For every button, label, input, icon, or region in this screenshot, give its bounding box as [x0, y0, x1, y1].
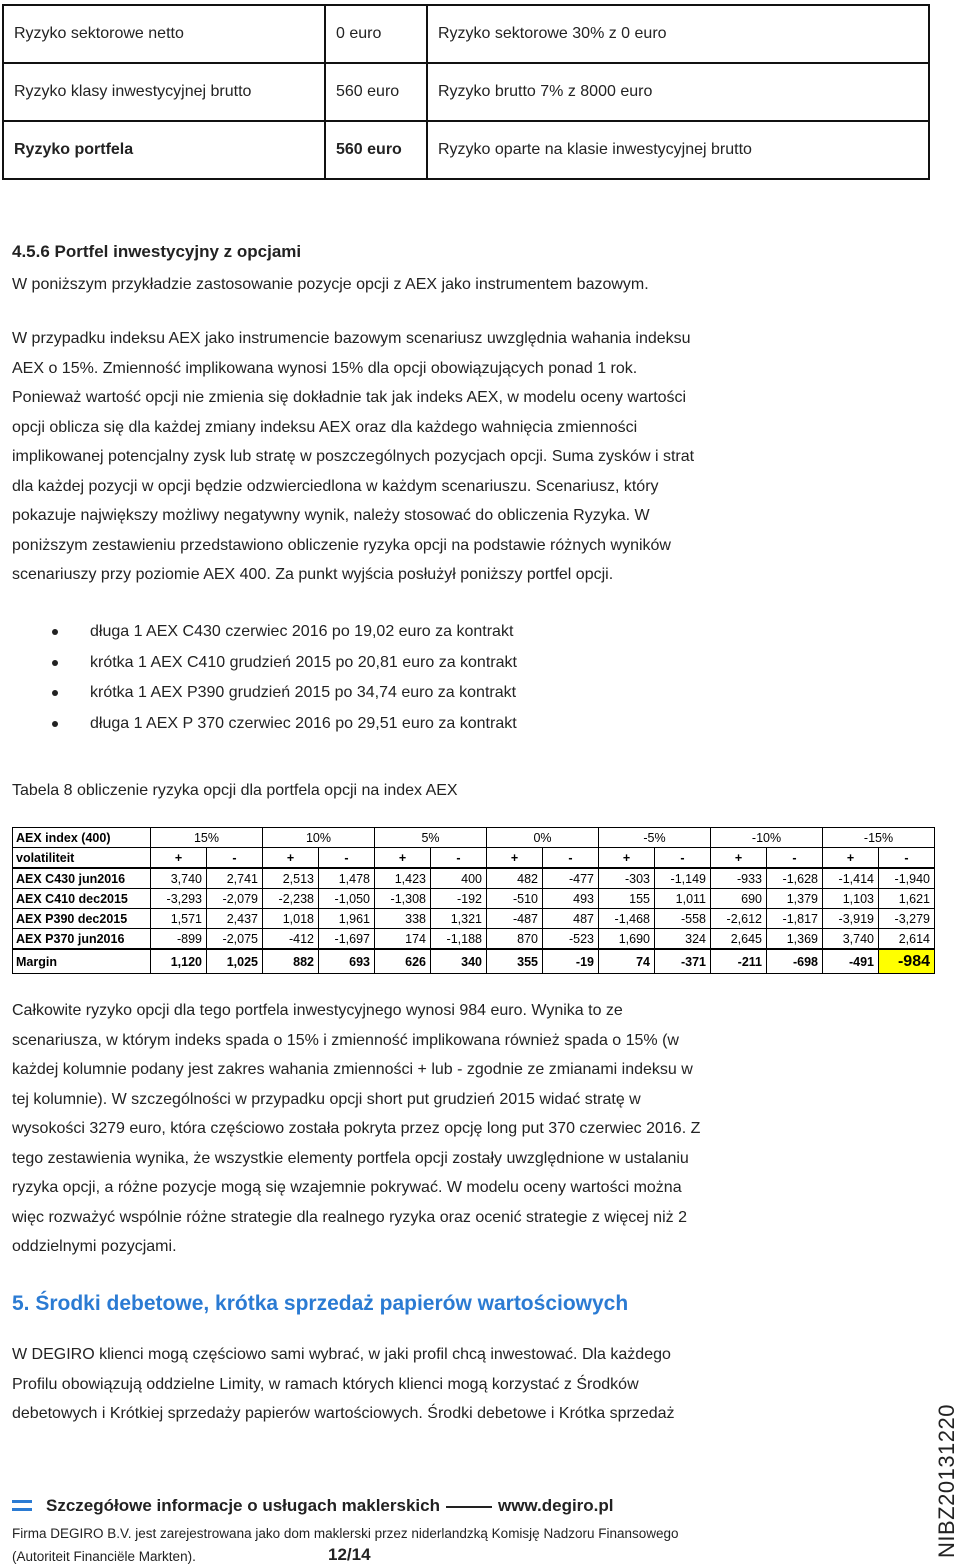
table-cell: -1,628 — [767, 868, 823, 889]
paragraph-line: AEX o 15%. Zmienność implikowana wynosi 15% dla opcji obowiązujących ponad 1 rok. — [12, 359, 638, 377]
footer-site: www.degiro.pl — [497, 1496, 614, 1515]
risk-summary-table — [2, 4, 930, 180]
table-cell: 338 — [375, 909, 431, 929]
footer-company-line: (Autoriteit Financiële Markten). — [12, 1549, 196, 1564]
footer-mark-icon — [12, 1508, 32, 1511]
table-cell: -1,468 — [599, 909, 655, 929]
paragraph-line: Profilu obowiązują oddzielne Limity, w ramach których klienci mogą korzystać z Środków — [12, 1375, 639, 1393]
margin-cell: 626 — [375, 949, 431, 974]
chapter-heading: 5. Środki debetowe, krótka sprzedaż papierów wartościowych — [12, 1292, 629, 1315]
scenario-header: -5% — [599, 828, 711, 848]
table-cell: 1,103 — [823, 889, 879, 909]
table-cell: -2,079 — [207, 889, 263, 909]
margin-label: Margin — [13, 949, 151, 974]
risk-row-total — [3, 121, 929, 179]
table-cell: -2,238 — [263, 889, 319, 909]
paragraph-line: W DEGIRO klienci mogą częściowo sami wybrać, w jaki profil chcą inwestować. Dla każdego — [12, 1346, 671, 1363]
table-row — [13, 889, 935, 909]
scenario-header: 0% — [487, 828, 599, 848]
scenario-header: 10% — [263, 828, 375, 848]
table-cell: -412 — [263, 929, 319, 950]
paragraph-line: ryzyka opcji, a różne pozycje mogą się wzajemnie pokrywać. W modelu oceny wartości można — [12, 1179, 682, 1196]
table-cell: -1,817 — [767, 909, 823, 929]
paragraph-line: scenariuszy przy poziomie AEX 400. Za punkt wyjścia posłużył poniższy portfel opcji. — [12, 566, 614, 583]
risk-amount: 560 euro — [325, 63, 427, 121]
footer-mark-icon — [12, 1500, 32, 1503]
paragraph-line: wysokości 3279 euro, która częściowo została pokryta przez opcję long put 370 czerwiec 2016. Z — [12, 1120, 701, 1137]
scenario-header: -10% — [711, 828, 823, 848]
table-cell: -1,940 — [879, 868, 935, 889]
section-intro: W poniższym przykładzie zastosowanie pozycje opcji z AEX jako instrumentem bazowym. — [12, 276, 649, 293]
vol-minus: - — [207, 848, 263, 869]
table-row — [13, 929, 935, 950]
portfolio-list — [52, 617, 517, 739]
table-cell: 1,621 — [879, 889, 935, 909]
margin-cell: 882 — [263, 949, 319, 974]
vol-plus: + — [263, 848, 319, 869]
table-cell: 487 — [543, 909, 599, 929]
table-cell: -1,697 — [319, 929, 375, 950]
table-cell: 482 — [487, 868, 543, 889]
list-item — [52, 709, 517, 740]
table-cell: -477 — [543, 868, 599, 889]
table-cell: 1,379 — [767, 889, 823, 909]
list-item — [52, 648, 517, 679]
table-cell: 1,011 — [655, 889, 711, 909]
paragraph-line: scenariusza, w którym indeks spada o 15% i zmienność implikowana również spada o 15% (w — [12, 1031, 679, 1049]
margin-cell: 340 — [431, 949, 487, 974]
footer-title-text: Szczegółowe informacje o usługach maklerskich — [46, 1496, 440, 1515]
margin-cell: 1,120 — [151, 949, 207, 974]
margin-cell: 693 — [319, 949, 375, 974]
table-cell: 400 — [431, 868, 487, 889]
vol-minus: - — [431, 848, 487, 869]
table-cell: -1,414 — [823, 868, 879, 889]
table-cell: 2,513 — [263, 868, 319, 889]
margin-cell: -211 — [711, 949, 767, 974]
paragraph-line: Całkowite ryzyko opcji dla tego portfela inwestycyjnego wynosi 984 euro. Wynika to ze — [12, 1002, 623, 1019]
margin-cell: -698 — [767, 949, 823, 974]
paragraph-line: tej kolumnie). W szczególności w przypadku opcji short put grudzień 2015 widać stratę w — [12, 1090, 641, 1108]
margin-cell: 355 — [487, 949, 543, 974]
table-cell: 1,369 — [767, 929, 823, 950]
paragraph-line: oddzielnymi pozycjami. — [12, 1238, 177, 1255]
footer-company-line: Firma DEGIRO B.V. jest zarejestrowana jako dom maklerski przez niderlandzką Komisję Nadzoru Finansowego — [12, 1526, 679, 1541]
table-cell: -487 — [487, 909, 543, 929]
option-label: AEX P390 dec2015 — [13, 909, 151, 929]
vol-plus: + — [487, 848, 543, 869]
paragraph-line: tego zestawienia wynika, że wszystkie elementy portfela opcji zostały uwzględnione w ustalaniu — [12, 1149, 689, 1167]
table-cell: 1,478 — [319, 868, 375, 889]
risk-row — [3, 63, 929, 121]
table-cell: -510 — [487, 889, 543, 909]
vol-plus: + — [375, 848, 431, 869]
vol-minus: - — [543, 848, 599, 869]
paragraph-line: W przypadku indeksu AEX jako instrumencie bazowym scenariusz uwzględnia wahania indeksu — [12, 330, 691, 347]
list-item — [52, 678, 517, 709]
table-cell: 493 — [543, 889, 599, 909]
footer-title — [46, 1496, 614, 1516]
paragraph-line: pokazuje największy możliwy negatywny wynik, należy stosować do obliczenia Ryzyka. W — [12, 507, 650, 524]
vol-plus: + — [711, 848, 767, 869]
table-cell: 3,740 — [823, 929, 879, 950]
option-rows — [13, 868, 935, 949]
paragraph-line: Ponieważ wartość opcji nie zmienia się dokładnie tak jak indeks AEX, w modelu oceny wartości — [12, 389, 687, 406]
chapter-paragraph — [12, 1340, 802, 1429]
scenario-header: -15% — [823, 828, 935, 848]
table-cell: 1,423 — [375, 868, 431, 889]
risk-label: Ryzyko klasy inwestycyjnej brutto — [3, 63, 325, 121]
table-row — [13, 868, 935, 889]
paragraph-line: opcji oblicza się dla każdej zmiany indeksu AEX oraz dla każdego wahnięcia zmienności — [12, 418, 638, 436]
section-heading: 4.5.6 Portfel inwestycyjny z opcjami — [12, 242, 302, 261]
table-cell: 2,645 — [711, 929, 767, 950]
option-label: AEX C430 jun2016 — [13, 868, 151, 889]
table-cell: -1,308 — [375, 889, 431, 909]
risk-label: Ryzyko sektorowe netto — [3, 5, 325, 63]
table-cell: 690 — [711, 889, 767, 909]
table-cell: -192 — [431, 889, 487, 909]
option-label: AEX C410 dec2015 — [13, 889, 151, 909]
footer-dash — [446, 1506, 492, 1508]
list-item-text: długa 1 AEX C430 czerwiec 2016 po 19,02 euro za kontrakt — [90, 623, 514, 640]
vol-minus: - — [767, 848, 823, 869]
table-cell: 2,437 — [207, 909, 263, 929]
margin-worst-cell: -984 — [879, 949, 935, 974]
table-cell: -523 — [543, 929, 599, 950]
paragraph-line: poniższym zestawieniu przedstawiono obliczenie ryzyka opcji na podstawie różnych wyników — [12, 536, 671, 554]
table-cell: 174 — [375, 929, 431, 950]
risk-description: Ryzyko oparte na klasie inwestycyjnej brutto — [427, 121, 929, 179]
table-cell: 1,961 — [319, 909, 375, 929]
table-cell: 1,321 — [431, 909, 487, 929]
vol-plus: + — [823, 848, 879, 869]
scenario-header: 5% — [375, 828, 487, 848]
margin-cell: -19 — [543, 949, 599, 974]
risk-description: Ryzyko brutto 7% z 8000 euro — [427, 63, 929, 121]
margin-row — [13, 949, 935, 974]
table-cell: -2,612 — [711, 909, 767, 929]
list-item — [52, 617, 517, 648]
table-cell: 324 — [655, 929, 711, 950]
table-cell: -558 — [655, 909, 711, 929]
table-cell: -1,188 — [431, 929, 487, 950]
table-cell: -3,293 — [151, 889, 207, 909]
table-cell: -2,075 — [207, 929, 263, 950]
table-cell: -303 — [599, 868, 655, 889]
paragraph-line: więc rozważyć wspólnie różne strategie dla realnego ryzyka oraz ocenić strategie z więcej niż 2 — [12, 1208, 687, 1226]
table-cell: 1,690 — [599, 929, 655, 950]
table-caption: Tabela 8 obliczenie ryzyka opcji dla portfela opcji na index AEX — [12, 782, 458, 799]
section-paragraph — [12, 324, 812, 590]
bullet-icon — [52, 721, 58, 727]
list-item-text: krótka 1 AEX P390 grudzień 2015 po 34,74 euro za kontrakt — [90, 684, 517, 702]
table-cell: 3,740 — [151, 868, 207, 889]
option-label: AEX P370 jun2016 — [13, 929, 151, 950]
table-cell: -3,919 — [823, 909, 879, 929]
page-number: 12/14 — [328, 1545, 371, 1564]
table-cell: -3,279 — [879, 909, 935, 929]
margin-cell: -491 — [823, 949, 879, 974]
options-risk-table — [12, 827, 935, 974]
table-cell: -933 — [711, 868, 767, 889]
margin-cell: 1,025 — [207, 949, 263, 974]
bullet-icon — [52, 690, 58, 696]
document-code: NIBZ20131220 — [934, 1404, 959, 1558]
bullet-icon — [52, 660, 58, 666]
volatility-row — [13, 848, 935, 869]
vol-plus: + — [151, 848, 207, 869]
margin-cell: 74 — [599, 949, 655, 974]
volatility-label: volatiliteit — [13, 848, 151, 869]
table-cell: 1,571 — [151, 909, 207, 929]
paragraph-line: każdej kolumnie podany jest zakres wahania zmienności + lub - zgodnie ze zmianami indeksu w — [12, 1061, 693, 1078]
table-cell: 2,614 — [879, 929, 935, 950]
risk-label: Ryzyko portfela — [3, 121, 325, 179]
list-item-text: długa 1 AEX P 370 czerwiec 2016 po 29,51 euro za kontrakt — [90, 714, 517, 732]
scenario-header: 15% — [151, 828, 263, 848]
conclusion-paragraph — [12, 996, 812, 1262]
margin-section — [13, 949, 935, 974]
vol-minus: - — [655, 848, 711, 869]
vol-minus: - — [879, 848, 935, 869]
margin-cell: -371 — [655, 949, 711, 974]
bullet-icon — [52, 629, 58, 635]
table-cell: -899 — [151, 929, 207, 950]
paragraph-line: debetowych i Krótkiej sprzedaży papierów wartościowych. Środki debetowe i Krótka sprzedaż — [12, 1405, 675, 1422]
table-cell: 2,741 — [207, 868, 263, 889]
table-cell: 155 — [599, 889, 655, 909]
scenario-header-row — [13, 828, 935, 848]
table-cell: 870 — [487, 929, 543, 950]
list-item-text: krótka 1 AEX C410 grudzień 2015 po 20,81 euro za kontrakt — [90, 653, 517, 671]
table-cell: 1,018 — [263, 909, 319, 929]
vol-plus: + — [599, 848, 655, 869]
paragraph-line: implikowanej potencjalny zysk lub stratę w poszczególnych pozycjach opcji. Suma zysków i strat — [12, 448, 695, 465]
risk-description: Ryzyko sektorowe 30% z 0 euro — [427, 5, 929, 63]
risk-amount: 0 euro — [325, 5, 427, 63]
table-cell: -1,149 — [655, 868, 711, 889]
table-row — [13, 909, 935, 929]
risk-row — [3, 5, 929, 63]
index-label: AEX index (400) — [13, 828, 151, 848]
vol-minus: - — [319, 848, 375, 869]
paragraph-line: dla każdej pozycji w opcji będzie odzwierciedlona w każdym scenariuszu. Scenariusz, który — [12, 477, 659, 495]
table-cell: -1,050 — [319, 889, 375, 909]
risk-amount: 560 euro — [325, 121, 427, 179]
